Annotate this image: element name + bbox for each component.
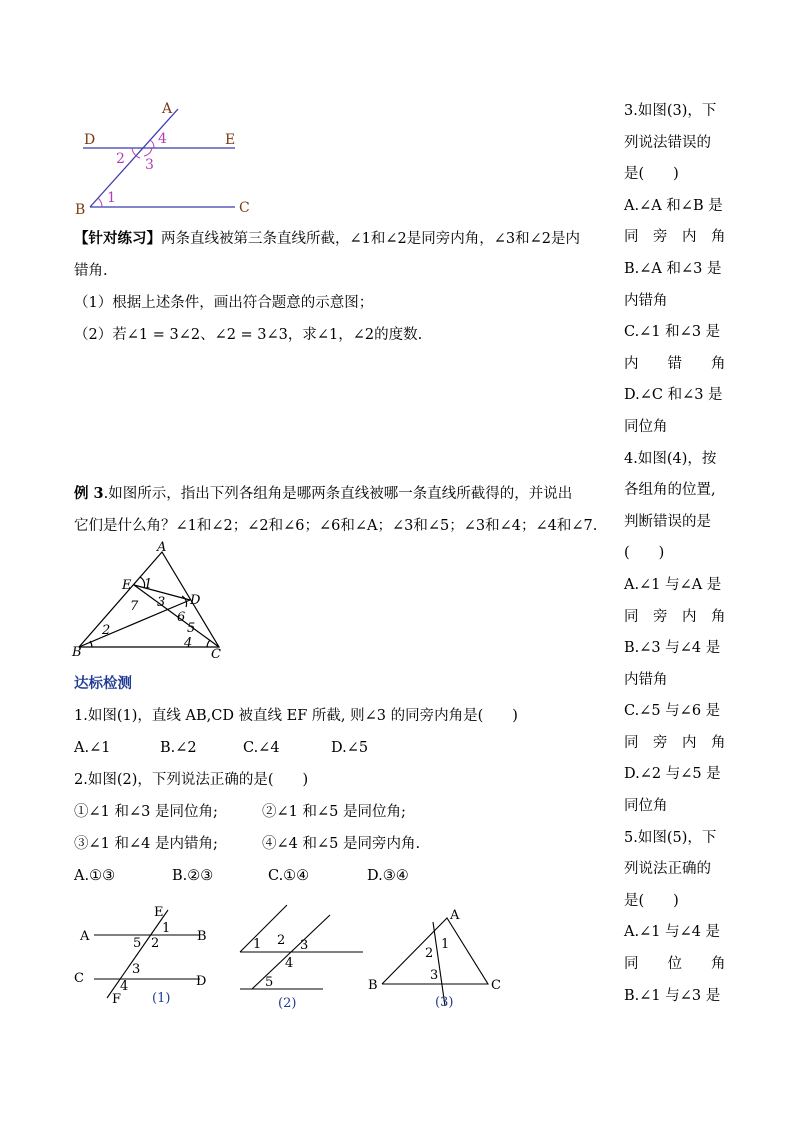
question-1-option-b: B.∠2 (160, 740, 197, 756)
label-B: B (75, 202, 86, 218)
angle-mark-1 (98, 198, 102, 207)
rc-7: C.∠1 和∠3 是 (624, 324, 721, 341)
rc-17: B.∠3 与∠4 是 (624, 640, 721, 657)
label-B: B (72, 645, 82, 660)
angle-label-3: 3 (300, 938, 309, 953)
practice-line-1 (74, 229, 580, 249)
label-B: B (197, 929, 207, 944)
angle-label-4: 4 (120, 979, 129, 994)
angle-label-1: 1 (162, 921, 171, 936)
figure-1 (72, 900, 217, 1012)
practice-tag: 【针对练习】 (74, 230, 161, 247)
question-2: 2.如图(2)，下列说法正确的是( ) (74, 772, 309, 788)
label-A: A (157, 540, 167, 555)
angle-label-6: 6 (177, 610, 186, 625)
rc-23: 5.如图(5)，下 (624, 829, 717, 846)
question-2-option-b: B.②③ (172, 868, 214, 884)
rc-16: 同 旁 内 角 (624, 608, 726, 625)
rc-19: C.∠5 与∠6 是 (624, 703, 721, 720)
example3-line-2: 它们是什么角？∠1和∠2；∠2和∠6；∠6和∠A；∠3和∠5；∠3和∠4；∠4和∠7. (74, 518, 598, 534)
caption-3: (3) (435, 995, 454, 1010)
question-1-option-d: D.∠5 (331, 740, 369, 756)
practice-q2: （2）若∠1 = 3∠2、∠2 = 3∠3，求∠1，∠2的度数. (74, 327, 423, 343)
figure-3 (365, 908, 515, 1020)
rc-9: D.∠C 和∠3 是 (624, 387, 723, 404)
angle-label-4: 4 (285, 956, 294, 971)
rc-4: 同 旁 内 角 (624, 229, 726, 246)
practice-text: 两条直线被第三条直线所截，∠1和∠2是同旁内角，∠3和∠2是内 (161, 231, 580, 247)
label-C: C (491, 978, 501, 993)
practice-q1: （1）根据上述条件，画出符合题意的示意图； (74, 295, 374, 311)
label-F: F (112, 992, 122, 1007)
rc-2: 是( ) (624, 166, 679, 183)
rc-8: 内 错 角 (624, 355, 726, 372)
line-ab (90, 109, 178, 207)
angle-label-2: 2 (425, 946, 434, 961)
angle-label-3: 3 (430, 968, 439, 983)
label-E: E (122, 578, 132, 593)
rc-20: 同 旁 内 角 (624, 734, 726, 751)
question-2-option-d: D.③④ (367, 868, 409, 884)
right-column (624, 96, 726, 1012)
rc-26: A.∠1 与∠4 是 (624, 924, 721, 941)
figure-2 (230, 897, 370, 1017)
label-C: C (74, 971, 84, 986)
question-1: 1.如图(1)，直线 AB,CD 被直线 EF 所截, 则∠3 的同旁内角是( ) (74, 708, 518, 724)
label-B: B (368, 978, 378, 993)
angle-label-3: 3 (145, 157, 154, 173)
section-title: 达标检测 (74, 675, 132, 692)
caption-2: (2) (278, 996, 297, 1011)
angle-label-4: 4 (184, 636, 193, 651)
label-D: D (84, 132, 96, 148)
label-E: E (154, 905, 164, 920)
angle-label-2: 2 (277, 933, 286, 948)
question-2-statement-4: ④∠4 和∠5 是同旁内角. (262, 836, 421, 852)
rc-24: 列说法正确的 (624, 861, 711, 878)
label-C: C (211, 647, 221, 662)
rc-28: B.∠1 与∠3 是 (624, 987, 721, 1004)
rc-15: A.∠1 与∠A 是 (624, 576, 722, 593)
example3-tag: 例 3 (74, 485, 104, 502)
rc-13: 判断错误的是 (624, 513, 711, 530)
label-E: E (225, 132, 236, 148)
figure-triangle-ex3 (72, 540, 232, 665)
rc-0: 3.如图(3)，下 (624, 103, 717, 119)
angle-label-3: 3 (157, 595, 166, 610)
angle-label-3: 3 (132, 962, 141, 977)
rc-21: D.∠2 与∠5 是 (624, 766, 721, 783)
angle-label-4: 4 (158, 131, 167, 147)
angle-mark-3 (144, 148, 152, 156)
label-A: A (450, 908, 460, 923)
rc-6: 内错角 (624, 292, 668, 309)
rc-22: 同位角 (624, 798, 668, 815)
practice-line-1b: 错角. (74, 263, 108, 279)
figure-transversal (70, 95, 260, 220)
question-2-option-a: A.①③ (74, 868, 116, 884)
angle-label-2: 2 (102, 623, 111, 638)
question-1-option-c: C.∠4 (243, 740, 280, 756)
rc-27: 同 位 角 (624, 956, 726, 973)
question-2-statement-2: ②∠1 和∠5 是同位角; (262, 804, 406, 820)
rc-3: A.∠A 和∠B 是 (624, 197, 723, 214)
rc-18: 内错角 (624, 671, 668, 688)
rc-14: ( ) (624, 545, 665, 562)
rc-12: 各组角的位置, (624, 482, 716, 499)
angle-mark-4 (150, 140, 154, 148)
label-C: C (239, 200, 250, 216)
example3-line-1 (74, 484, 572, 504)
angle-label-2: 2 (116, 151, 125, 167)
rc-11: 4.如图(4)，按 (624, 450, 717, 467)
question-2-statement-1: ①∠1 和∠3 是同位角; (74, 804, 218, 820)
angle-label-1: 1 (107, 190, 116, 206)
angle-label-2: 2 (151, 936, 160, 951)
rc-5: B.∠A 和∠3 是 (624, 260, 722, 277)
question-2-statement-3: ③∠1 和∠4 是内错角; (74, 836, 218, 852)
label-A: A (162, 101, 173, 117)
example3-text: .如图所示，指出下列各组角是哪两条直线被哪一条直线所截得的，并说出 (103, 486, 573, 502)
angle-label-7: 7 (130, 599, 139, 614)
angle-label-1: 1 (441, 937, 450, 952)
angle-label-1: 1 (144, 577, 153, 592)
rc-25: 是( ) (624, 892, 679, 909)
question-1-option-a: A.∠1 (74, 740, 111, 756)
rc-1: 列说法错误的 (624, 134, 711, 151)
angle-label-1: 1 (253, 937, 262, 952)
label-D: D (190, 593, 201, 608)
rc-10: 同位角 (624, 418, 668, 435)
label-A: A (80, 929, 90, 944)
label-D: D (196, 974, 207, 989)
angle-label-5: 5 (187, 621, 196, 636)
angle-label-5: 5 (265, 975, 274, 990)
caption-1: (1) (152, 991, 171, 1006)
question-2-option-c: C.①④ (268, 868, 310, 884)
angle-label-5: 5 (133, 936, 142, 951)
